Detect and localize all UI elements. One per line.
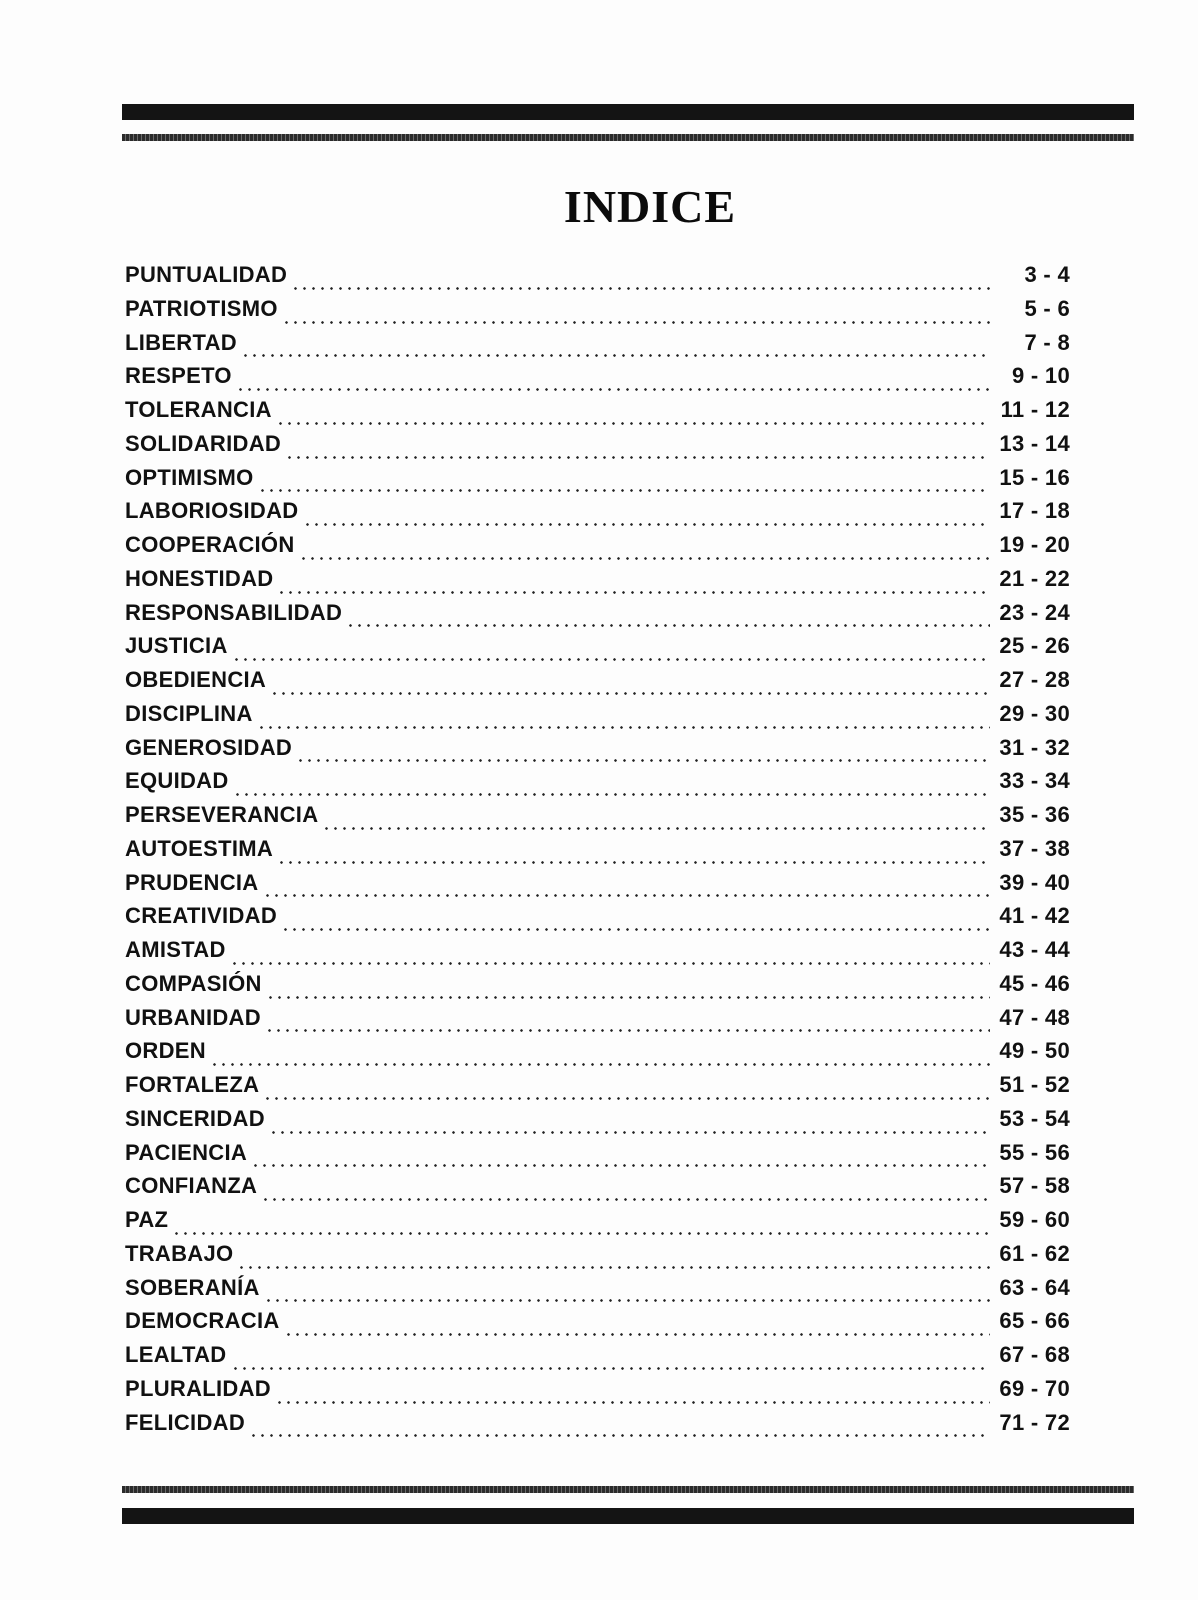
dot-leader bbox=[263, 1097, 990, 1100]
dot-leader bbox=[276, 422, 990, 425]
toc-entry bbox=[125, 903, 1070, 937]
toc-entry-label: PACIENCIA bbox=[125, 1139, 248, 1165]
dot-leader bbox=[263, 894, 991, 897]
toc-entry bbox=[125, 971, 1070, 1005]
toc-entry-label: AMISTAD bbox=[125, 937, 226, 962]
toc-entry-pages: 35 - 36 bbox=[999, 802, 1070, 827]
toc-entry-label: CONFIANZA bbox=[125, 1173, 258, 1199]
dot-leader bbox=[277, 861, 990, 864]
dot-leader bbox=[282, 321, 990, 324]
bottom-thin-rule bbox=[122, 1486, 1134, 1493]
dot-leader bbox=[299, 557, 990, 560]
toc-entry-label: URBANIDAD bbox=[125, 1004, 261, 1030]
toc-entry-label: PERSEVERANCIA bbox=[125, 802, 319, 827]
toc-entry bbox=[125, 465, 1070, 499]
toc-entry-pages: 67 - 68 bbox=[999, 1342, 1070, 1367]
toc-entry bbox=[125, 566, 1070, 600]
toc-entry-pages: 37 - 38 bbox=[999, 835, 1070, 861]
toc-entry-pages: 21 - 22 bbox=[999, 565, 1070, 591]
toc-entry-pages: 51 - 52 bbox=[999, 1072, 1070, 1097]
toc-entry-label: LABORIOSIDAD bbox=[125, 498, 299, 524]
toc-entry bbox=[125, 768, 1070, 802]
toc-entry-label: GENEROSIDAD bbox=[125, 734, 293, 760]
toc-entry-pages: 29 - 30 bbox=[999, 700, 1070, 726]
dot-leader bbox=[275, 1401, 990, 1404]
toc-entry bbox=[125, 498, 1070, 532]
toc-entry-label: LEALTAD bbox=[125, 1342, 227, 1367]
dot-leader bbox=[251, 1164, 990, 1167]
dot-leader bbox=[322, 827, 990, 830]
toc-entry-pages: 49 - 50 bbox=[999, 1038, 1070, 1064]
toc-entry-label: OPTIMISMO bbox=[125, 464, 254, 490]
toc-entry-label: DISCIPLINA bbox=[125, 700, 253, 726]
toc-entry-label: DEMOCRACIA bbox=[125, 1308, 280, 1334]
toc-entry-pages: 63 - 64 bbox=[999, 1274, 1070, 1300]
toc-entry bbox=[125, 397, 1070, 431]
toc-entry bbox=[125, 1072, 1070, 1106]
toc-entry bbox=[125, 262, 1070, 296]
dot-leader bbox=[232, 658, 990, 661]
toc-entry-pages: 23 - 24 bbox=[999, 599, 1070, 625]
dot-leader bbox=[172, 1232, 990, 1235]
dot-leader bbox=[261, 1198, 990, 1201]
toc-entry-label: SINCERIDAD bbox=[125, 1105, 265, 1131]
toc-entry-label: TRABAJO bbox=[125, 1240, 234, 1266]
toc-entry bbox=[125, 701, 1070, 735]
toc-entry-label: ORDEN bbox=[125, 1038, 206, 1064]
toc-entry bbox=[125, 363, 1070, 397]
toc-entry bbox=[125, 431, 1070, 465]
toc-entry-label: RESPETO bbox=[125, 363, 232, 389]
dot-leader bbox=[277, 591, 990, 594]
dot-leader bbox=[291, 287, 990, 290]
toc-entry-pages: 71 - 72 bbox=[999, 1409, 1070, 1435]
dot-leader bbox=[346, 624, 990, 627]
toc-entry-pages: 47 - 48 bbox=[999, 1004, 1070, 1030]
toc-entry bbox=[125, 1275, 1070, 1309]
toc-entry-pages: 5 - 6 bbox=[1024, 295, 1070, 321]
dot-leader bbox=[281, 928, 990, 931]
toc-entry-pages: 55 - 56 bbox=[999, 1139, 1070, 1165]
toc-entry-label: JUSTICIA bbox=[125, 633, 228, 659]
dot-leader bbox=[249, 1434, 990, 1437]
toc-entry bbox=[125, 1173, 1070, 1207]
toc-entry-pages: 11 - 12 bbox=[1000, 397, 1070, 422]
toc-entry-pages: 39 - 40 bbox=[999, 869, 1070, 895]
toc-entry bbox=[125, 1376, 1070, 1410]
toc-entry bbox=[125, 1005, 1070, 1039]
toc-entry-label: COMPASIÓN bbox=[125, 970, 262, 996]
toc-entry bbox=[125, 330, 1070, 364]
dot-leader bbox=[266, 996, 990, 999]
dot-leader bbox=[265, 1029, 990, 1032]
toc-entry-pages: 41 - 42 bbox=[999, 903, 1070, 929]
dot-leader bbox=[284, 1333, 990, 1336]
toc-entry bbox=[125, 937, 1070, 971]
toc-entry-pages: 25 - 26 bbox=[999, 633, 1070, 659]
toc-entry-pages: 15 - 16 bbox=[999, 464, 1070, 490]
dot-leader bbox=[241, 354, 990, 357]
dot-leader bbox=[210, 1063, 990, 1066]
toc-entry bbox=[125, 836, 1070, 870]
toc-entry bbox=[125, 1308, 1070, 1342]
dot-leader bbox=[237, 1266, 990, 1269]
toc-entry bbox=[125, 633, 1070, 667]
toc-entry-pages: 27 - 28 bbox=[999, 667, 1070, 692]
toc-entry bbox=[125, 735, 1070, 769]
toc-entry bbox=[125, 1106, 1070, 1140]
table-of-contents bbox=[125, 262, 1070, 1443]
toc-entry-label: AUTOESTIMA bbox=[125, 835, 274, 861]
toc-entry-label: PAZ bbox=[125, 1207, 169, 1232]
toc-entry bbox=[125, 1207, 1070, 1241]
toc-entry bbox=[125, 1410, 1070, 1444]
toc-entry-pages: 7 - 8 bbox=[1024, 329, 1070, 355]
dot-leader bbox=[257, 726, 990, 729]
toc-entry-pages: 45 - 46 bbox=[999, 970, 1070, 996]
toc-entry-pages: 13 - 14 bbox=[999, 430, 1070, 456]
dot-leader bbox=[285, 456, 990, 459]
toc-entry-label: PATRIOTISMO bbox=[125, 295, 278, 321]
toc-entry-pages: 9 - 10 bbox=[1011, 363, 1070, 389]
toc-entry-label: TOLERANCIA bbox=[125, 397, 272, 422]
dot-leader bbox=[230, 962, 990, 965]
toc-entry bbox=[125, 802, 1070, 836]
toc-entry-label: SOLIDARIDAD bbox=[125, 430, 282, 456]
dot-leader bbox=[270, 692, 990, 695]
toc-entry-pages: 19 - 20 bbox=[999, 532, 1070, 557]
toc-entry-label: PLURALIDAD bbox=[125, 1375, 271, 1401]
toc-entry-pages: 31 - 32 bbox=[999, 734, 1070, 760]
dot-leader bbox=[233, 793, 990, 796]
dot-leader bbox=[231, 1367, 991, 1370]
dot-leader bbox=[296, 759, 990, 762]
bottom-thick-rule bbox=[122, 1508, 1134, 1524]
dot-leader bbox=[269, 1131, 990, 1134]
toc-entry-label: PUNTUALIDAD bbox=[125, 262, 288, 287]
toc-entry bbox=[125, 667, 1070, 701]
toc-entry-pages: 59 - 60 bbox=[999, 1207, 1070, 1232]
toc-entry bbox=[125, 1342, 1070, 1376]
toc-entry-pages: 3 - 4 bbox=[1024, 262, 1070, 287]
toc-entry-pages: 65 - 66 bbox=[999, 1308, 1070, 1334]
toc-entry bbox=[125, 296, 1070, 330]
page-title: INDICE bbox=[563, 181, 737, 232]
toc-entry bbox=[125, 1038, 1070, 1072]
toc-entry-label: FELICIDAD bbox=[125, 1409, 246, 1435]
toc-entry-label: SOBERANÍA bbox=[125, 1274, 260, 1300]
toc-entry bbox=[125, 532, 1070, 566]
dot-leader bbox=[264, 1299, 990, 1302]
dot-leader bbox=[236, 388, 990, 391]
toc-entry-label: LIBERTAD bbox=[125, 329, 237, 355]
top-thick-rule bbox=[122, 104, 1134, 120]
toc-entry-pages: 57 - 58 bbox=[999, 1173, 1070, 1199]
toc-entry-label: CREATIVIDAD bbox=[125, 903, 278, 929]
dot-leader bbox=[303, 523, 991, 526]
toc-entry-label: COOPERACIÓN bbox=[125, 532, 295, 557]
toc-entry-label: OBEDIENCIA bbox=[125, 667, 267, 692]
toc-entry bbox=[125, 1140, 1070, 1174]
toc-entry-pages: 17 - 18 bbox=[999, 498, 1070, 524]
toc-entry-pages: 53 - 54 bbox=[999, 1105, 1070, 1131]
toc-entry bbox=[125, 870, 1070, 904]
toc-entry-label: PRUDENCIA bbox=[125, 869, 259, 895]
top-thin-rule bbox=[122, 134, 1134, 141]
toc-entry bbox=[125, 600, 1070, 634]
toc-entry-label: EQUIDAD bbox=[125, 768, 229, 794]
toc-entry-label: FORTALEZA bbox=[125, 1072, 260, 1097]
toc-entry bbox=[125, 1241, 1070, 1275]
toc-entry-pages: 61 - 62 bbox=[999, 1240, 1070, 1266]
dot-leader bbox=[258, 489, 990, 492]
toc-entry-pages: 69 - 70 bbox=[999, 1375, 1070, 1401]
toc-entry-pages: 33 - 34 bbox=[999, 768, 1070, 794]
toc-entry-label: RESPONSABILIDAD bbox=[125, 599, 343, 625]
toc-entry-pages: 43 - 44 bbox=[999, 937, 1070, 962]
toc-entry-label: HONESTIDAD bbox=[125, 565, 274, 591]
